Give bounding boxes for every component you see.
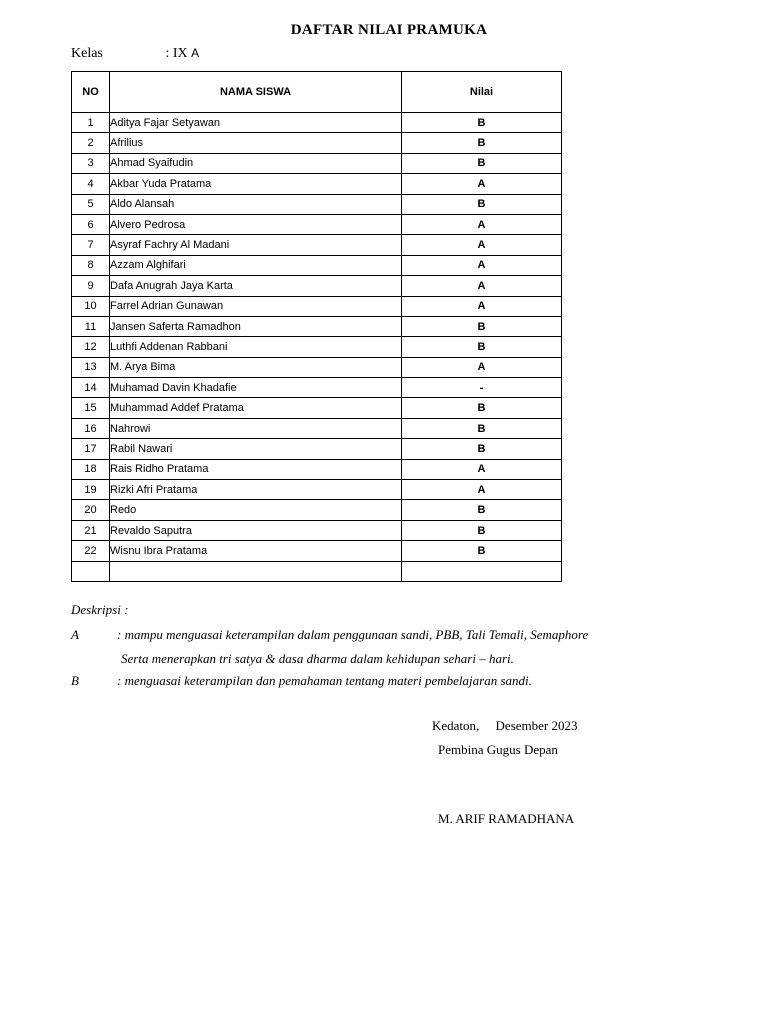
description-b-key: B [71,673,79,688]
class-label: Kelas [71,46,103,61]
row-number: 17 [72,439,110,459]
row-number: 15 [72,398,110,418]
student-name: Rais Ridho Pratama [110,459,402,479]
empty-cell [402,561,562,581]
student-name: Akbar Yuda Pratama [110,174,402,194]
table-row [72,398,562,418]
student-name: Revaldo Saputra [110,520,402,540]
row-number: 13 [72,357,110,377]
grade-value: A [402,255,562,275]
grade-value: A [402,296,562,316]
row-number: 2 [72,133,110,153]
grade-value: A [402,357,562,377]
page-title: DAFTAR NILAI PRAMUKA [290,22,488,38]
description-a-line2: Serta menerapkan tri satya & dasa dharma dalam kehidupan sehari – hari. [121,651,514,666]
row-number: 16 [72,418,110,438]
student-name: Luthfi Addenan Rabbani [110,337,402,357]
table-row [72,459,562,479]
student-name: Aldo Alansah [110,194,402,214]
table-row [72,276,562,296]
grade-value: A [402,459,562,479]
table-row [72,337,562,357]
table-header-row [72,72,562,113]
row-number: 22 [72,541,110,561]
row-number: 3 [72,153,110,173]
row-number: 1 [72,113,110,133]
table-row [72,541,562,561]
table-row [72,520,562,540]
table-row [72,357,562,377]
row-number: 8 [72,255,110,275]
header-nilai: Nilai [402,72,562,113]
grade-value: B [402,541,562,561]
row-number: 18 [72,459,110,479]
grade-value: B [402,337,562,357]
grade-value: B [402,418,562,438]
grade-value: B [402,398,562,418]
description-label: Deskripsi : [71,602,129,617]
grade-value: B [402,500,562,520]
grade-value: A [402,480,562,500]
table-row [72,113,562,133]
table-row [72,153,562,173]
student-name: Aditya Fajar Setyawan [110,113,402,133]
signature-place-date: Kedaton, Desember 2023 [432,718,578,733]
table-row [72,378,562,398]
grade-value: B [402,520,562,540]
grade-value: B [402,194,562,214]
row-number: 12 [72,337,110,357]
student-name: Dafa Anugrah Jaya Karta [110,276,402,296]
student-name: Redo [110,500,402,520]
student-name: Azzam Alghifari [110,255,402,275]
header-name: NAMA SISWA [110,72,402,113]
table-row [72,194,562,214]
student-name: Muhammad Addef Pratama [110,398,402,418]
table-row [72,214,562,234]
student-name: Farrel Adrian Gunawan [110,296,402,316]
empty-cell [72,561,110,581]
row-number: 11 [72,316,110,336]
row-number: 21 [72,520,110,540]
class-separator: : IX [165,46,188,61]
student-name: Jansen Saferta Ramadhon [110,316,402,336]
table-row [72,480,562,500]
table-row [72,255,562,275]
table-row [72,500,562,520]
grade-value: B [402,316,562,336]
student-name: Nahrowi [110,418,402,438]
row-number: 7 [72,235,110,255]
row-number: 9 [72,276,110,296]
description-b-line1: : menguasai keterampilan dan pemahaman tentang materi pembelajaran sandi. [117,673,532,688]
table-body [72,113,562,582]
empty-cell [110,561,402,581]
student-name: Ahmad Syaifudin [110,153,402,173]
description-a-line1: : mampu menguasai keterampilan dalam penggunaan sandi, PBB, Tali Temali, Semaphore [117,627,589,642]
table-row [72,316,562,336]
grade-value: B [402,153,562,173]
grade-value: A [402,235,562,255]
table-row [72,235,562,255]
grade-value: A [402,174,562,194]
row-number: 4 [72,174,110,194]
table-row-empty [72,561,562,581]
table-row [72,296,562,316]
table-row [72,439,562,459]
class-letter: A [191,46,200,60]
student-name: M. Arya Bima [110,357,402,377]
student-name: Rabil Nawari [110,439,402,459]
row-number: 19 [72,480,110,500]
table-row [72,174,562,194]
grades-table [71,71,562,582]
student-name: Muhamad Davin Khadafie [110,378,402,398]
row-number: 20 [72,500,110,520]
grade-value: B [402,113,562,133]
student-name: Wisnu Ibra Pratama [110,541,402,561]
grade-value: B [402,133,562,153]
header-no: NO [72,72,110,113]
student-name: Asyraf Fachry Al Madani [110,235,402,255]
student-name: Rizki Afri Pratama [110,480,402,500]
table-row [72,133,562,153]
class-info [71,46,199,62]
row-number: 10 [72,296,110,316]
grade-value: A [402,214,562,234]
grade-value: A [402,276,562,296]
signature-role: Pembina Gugus Depan [438,742,558,757]
description-a-key: A [71,627,79,642]
grade-value: B [402,439,562,459]
signature-name: M. ARIF RAMADHANA [438,811,575,826]
table-row [72,418,562,438]
row-number: 6 [72,214,110,234]
student-name: Afrilius [110,133,402,153]
class-value [166,46,200,61]
row-number: 5 [72,194,110,214]
student-name: Alvero Pedrosa [110,214,402,234]
row-number: 14 [72,378,110,398]
grade-value: - [402,378,562,398]
